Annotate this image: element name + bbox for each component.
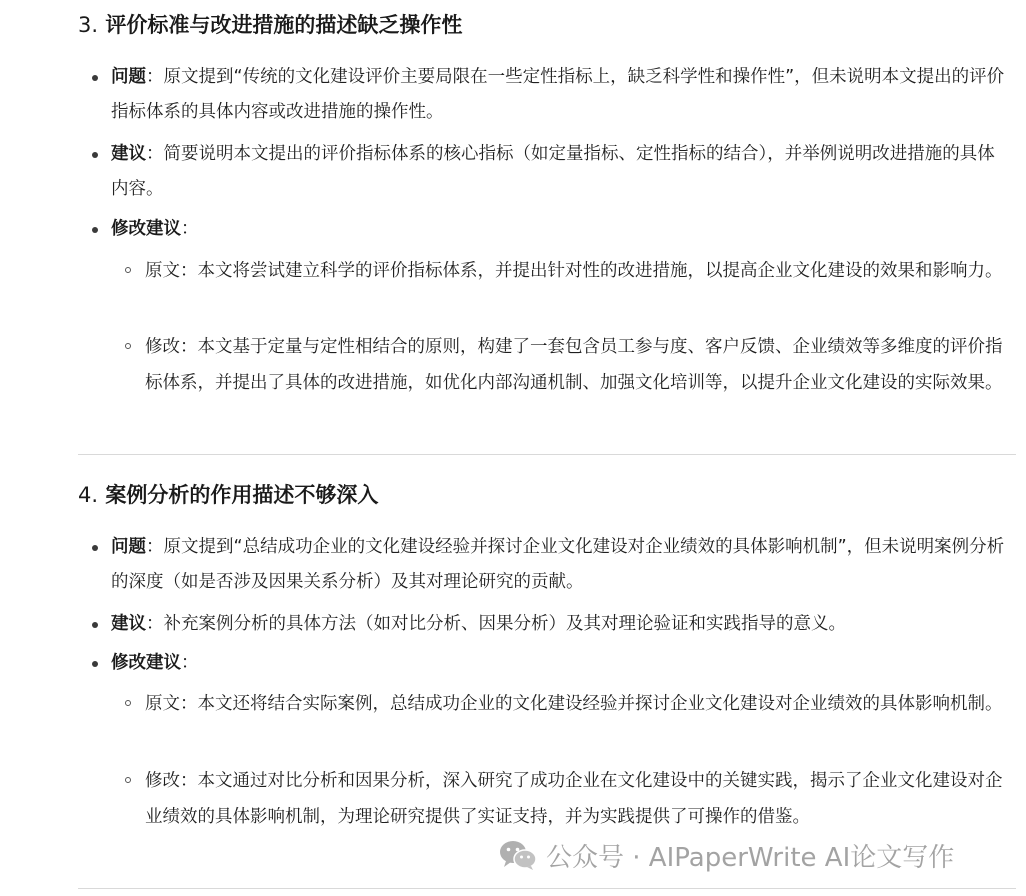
revision-colon: ：	[181, 219, 199, 239]
problem-text: ：原文提到“传统的文化建设评价主要局限在一些定性指标上，缺乏科学性和操作性”，但未说明本文提出的评价指标体系的具体内容或改进措施的操作性。	[111, 67, 1005, 122]
section-3-title	[78, 10, 462, 40]
revision-colon: ：	[181, 653, 199, 673]
section-divider	[78, 454, 1016, 455]
section-3-original	[145, 253, 1011, 289]
section-3-problem	[111, 60, 1011, 130]
section-4-heading: 案例分析的作用描述不够深入	[105, 483, 379, 507]
problem-text: ：原文提到“总结成功企业的文化建设经验并探讨企业文化建设对企业绩效的具体影响机制”，但未说明案例分析的深度（如是否涉及因果关系分析）及其对理论研究的贡献。	[111, 537, 1005, 592]
problem-label: 问题	[111, 537, 146, 557]
section-4-title	[78, 480, 378, 510]
section-3-number: 3.	[78, 13, 99, 37]
sub-bullet-icon	[125, 267, 131, 273]
watermark-text: 公众号 · AIPaperWrite AI论文写作	[546, 842, 955, 873]
sub-bullet-icon	[125, 777, 131, 783]
suggestion-label: 建议	[111, 144, 146, 164]
wechat-icon	[498, 839, 538, 871]
section-4-number: 4.	[78, 483, 99, 507]
sub-bullet-icon	[125, 700, 131, 706]
suggestion-text: ：简要说明本文提出的评价指标体系的核心指标（如定量指标、定性指标的结合），并举例说明改进措施的具体内容。	[111, 144, 995, 199]
revision-label: 修改建议	[111, 219, 181, 239]
problem-label: 问题	[111, 67, 146, 87]
section-4-revision	[111, 646, 1011, 681]
section-4-original	[145, 686, 1011, 722]
modified-text: 修改：本文基于定量与定性相结合的原则，构建了一套包含员工参与度、客户反馈、企业绩效等多维度的评价指标体系，并提出了具体的改进措施，如优化内部沟通机制、加强文化培训等，以提升企业文化建设的实际效果。	[145, 337, 1003, 393]
section-4-modified	[145, 763, 1011, 835]
section-3-suggestion	[111, 137, 1011, 207]
bullet-icon	[92, 152, 98, 158]
section-4-problem	[111, 530, 1011, 600]
original-text: 原文：本文还将结合实际案例，总结成功企业的文化建设经验并探讨企业文化建设对企业绩效的具体影响机制。	[145, 694, 1003, 714]
sub-bullet-icon	[125, 343, 131, 349]
modified-text: 修改：本文通过对比分析和因果分析，深入研究了成功企业在文化建设中的关键实践，揭示了企业文化建设对企业绩效的具体影响机制，为理论研究提供了实证支持，并为实践提供了可操作的借鉴。	[145, 771, 1003, 827]
bullet-icon	[92, 661, 98, 667]
original-text: 原文：本文将尝试建立科学的评价指标体系，并提出针对性的改进措施，以提高企业文化建设的效果和影响力。	[145, 261, 1003, 281]
section-3-heading: 评价标准与改进措施的描述缺乏操作性	[105, 13, 463, 37]
bullet-icon	[92, 227, 98, 233]
section-3-revision	[111, 212, 1011, 247]
suggestion-label: 建议	[111, 614, 146, 634]
suggestion-text: ：补充案例分析的具体方法（如对比分析、因果分析）及其对理论验证和实践指导的意义。	[146, 614, 846, 634]
section-4-suggestion	[111, 607, 1011, 642]
bottom-divider	[78, 888, 1016, 889]
section-3-modified	[145, 329, 1011, 401]
bullet-icon	[92, 545, 98, 551]
watermark	[498, 838, 954, 872]
bullet-icon	[92, 75, 98, 81]
bullet-icon	[92, 622, 98, 628]
revision-label: 修改建议	[111, 653, 181, 673]
